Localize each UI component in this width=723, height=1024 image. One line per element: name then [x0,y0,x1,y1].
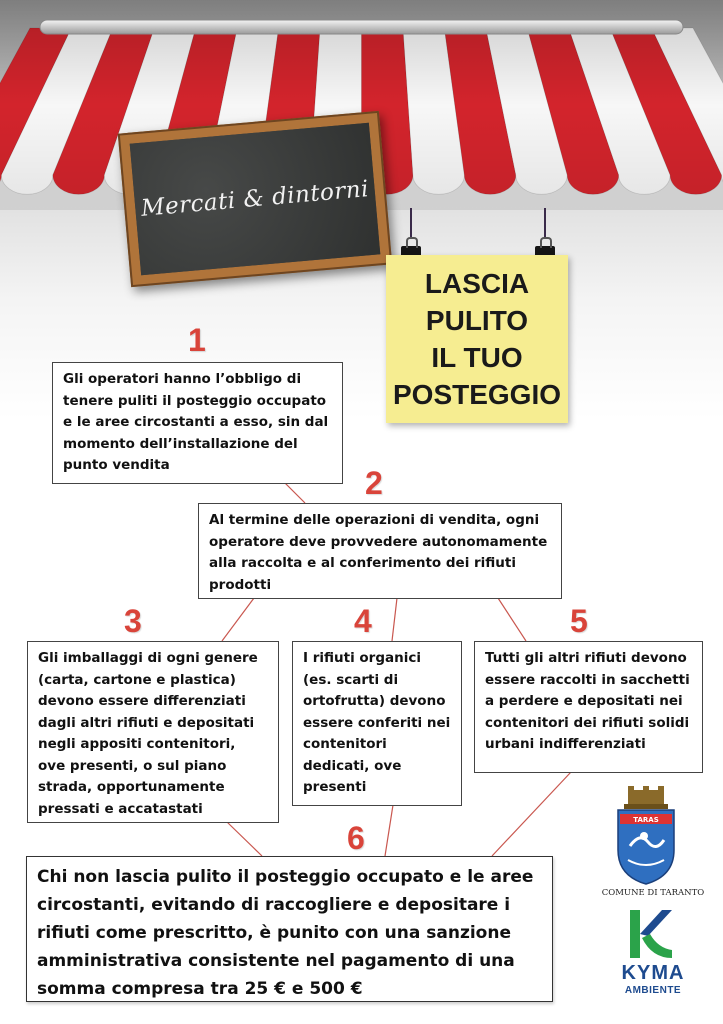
step-box-6-sanction [26,856,553,1002]
step-box-4 [292,641,462,806]
sign-title: LASCIA PULITO IL TUO POSTEGGIO [392,268,562,410]
step-number-2: 2 [365,465,383,501]
step-text-4: I rifiuti organici (es. scarti di ortofrutta) devono essere conferiti nei contenitori dedicati, ove presenti [303,650,451,795]
step-number-4: 4 [354,603,372,639]
kyma-subtitle: AMBIENTE [624,985,682,996]
step-number-5: 5 [570,603,588,639]
step-text-3: Gli imballaggi di ogni genere (carta, cartone e plastica) devono essere differenziati dagli altri rifiuti e depositati negli appositi contenitori, ove presenti, o sul piano strada, opportunamente pressati e accatastati [38,650,258,817]
step-box-3 [27,641,279,823]
step-number-6: 6 [347,820,365,856]
step-text-6: Chi non lascia pulito il posteggio occupato e le aree circostanti, evitando di raccogliere e depositare i rifiuti come prescritto, è punito con una sanzione amministrativa consistente nel pagamento di una somma compresa tra 25 € e 500 € [37,867,534,999]
connector-2-4 [392,598,397,641]
step-box-5 [474,641,703,773]
step-text-2: Al termine delle operazioni di vendita, ogni operatore deve provvedere autonomamente alla raccolta e al conferimento dei rifiuti prodotti [209,512,548,593]
step-number-1: 1 [188,322,206,358]
connector-2-3 [222,598,254,641]
kyma-logo-icon [628,908,672,960]
connector-1-2 [285,483,305,503]
step-box-1 [52,362,343,484]
connector-4-6 [385,805,393,856]
step-text-1: Gli operatori hanno l’obbligo di tenere puliti il posteggio occupato e le aree circostanti a esso, sin dal momento dell’installazione del punto vendita [63,371,329,473]
comune-taranto-label: COMUNE DI TARANTO [601,888,705,898]
connector-3-6 [227,822,262,856]
step-text-5: Tutti gli altri rifiuti devono essere raccolti in sacchetti a perdere e depositati nei contenitori dei rifiuti solidi urbani indifferenziati [485,650,690,752]
connector-5-6 [492,772,571,856]
crest-banner-text: TARAS [633,816,659,824]
chalkboard-title: Mercati & dintorni [140,176,370,222]
step-box-2 [198,503,562,599]
comune-taranto-crest-icon [614,786,678,886]
step-number-3: 3 [124,603,142,639]
kyma-name: KYMA [621,962,685,984]
connector-2-5 [498,598,526,641]
